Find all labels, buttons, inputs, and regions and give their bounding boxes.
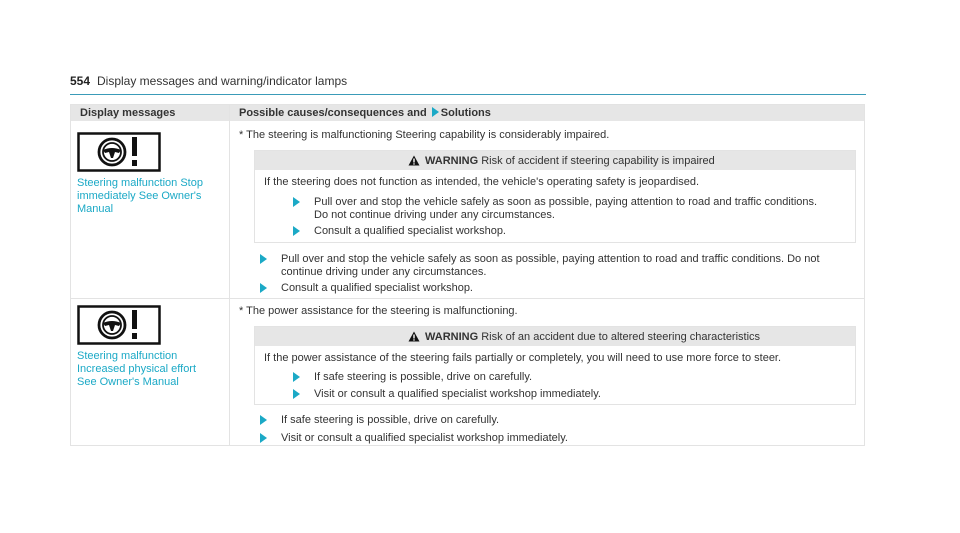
bullet-arrow-icon	[293, 197, 300, 207]
warning-step	[314, 196, 817, 222]
column-header-causes	[239, 107, 491, 119]
row-divider	[71, 298, 864, 299]
warning-header	[255, 327, 855, 346]
message-line: Steering malfunction Stop	[77, 177, 203, 189]
bullet-arrow-icon	[293, 372, 300, 382]
warning-label: WARNING	[425, 155, 479, 167]
row-2-warning-box	[254, 326, 856, 405]
bullet-arrow-icon	[260, 254, 267, 264]
warning-step: Visit or consult a qualified specialist workshop immediately.	[314, 388, 601, 400]
steering-warning-icon	[77, 132, 161, 172]
bullet-arrow-icon	[293, 226, 300, 236]
solution-step: Consult a qualified specialist workshop.	[281, 282, 473, 294]
row-1-warning-box	[254, 150, 856, 243]
solution-step-line: continue driving under any circumstances.	[281, 266, 487, 278]
warning-text: If the power assistance of the steering fails partially or completely, you will need to use more force to steer.	[264, 352, 782, 364]
warning-title-text: Risk of an accident due to altered steering characteristics	[481, 331, 761, 343]
message-line: See Owner's Manual	[77, 376, 179, 388]
warning-title-text: Risk of accident if steering capability is impaired	[481, 155, 715, 167]
page-header	[70, 72, 866, 95]
row-1-cause: * The steering is malfunctioning Steering capability is considerably impaired.	[239, 129, 610, 141]
table-header	[71, 105, 864, 121]
solutions-arrow-icon	[432, 107, 439, 117]
steering-warning-icon	[77, 305, 161, 345]
warning-label: WARNING	[425, 331, 479, 343]
solution-step: Visit or consult a qualified specialist workshop immediately.	[281, 432, 568, 444]
warning-header	[255, 151, 855, 170]
message-line: immediately See Owner's	[77, 190, 202, 202]
warning-step-line: Pull over and stop the vehicle safely as soon as possible, paying attention to road and traffic conditions.	[314, 196, 818, 208]
column-divider	[229, 105, 230, 445]
message-line: Manual	[77, 203, 114, 215]
page-title: Display messages and warning/indicator lamps	[97, 74, 348, 88]
display-messages-table	[70, 104, 865, 446]
message-line: Increased physical effort	[77, 363, 197, 375]
row-1-message	[77, 177, 203, 216]
row-2-message	[77, 350, 196, 389]
row-2-cause: * The power assistance for the steering is malfunctioning.	[239, 305, 518, 317]
solution-step-line: Pull over and stop the vehicle safely as soon as possible, paying attention to road and traffic conditions. Do not	[281, 253, 820, 265]
warning-step: If safe steering is possible, drive on carefully.	[314, 371, 533, 383]
bullet-arrow-icon	[293, 389, 300, 399]
warning-title	[425, 331, 760, 343]
solution-step	[281, 253, 820, 279]
warning-triangle-icon	[408, 155, 420, 166]
column-header-display: Display messages	[80, 107, 176, 119]
solution-step: If safe steering is possible, drive on carefully.	[281, 414, 500, 426]
column-header-solutions-text: Solutions	[440, 107, 491, 119]
warning-text: If the steering does not function as intended, the vehicle's operating safety is jeopardised.	[264, 176, 700, 188]
warning-step-line: Do not continue driving under any circumstances.	[314, 209, 555, 221]
bullet-arrow-icon	[260, 283, 267, 293]
warning-title	[425, 155, 715, 167]
page-number: 554	[70, 74, 91, 88]
message-line: Steering malfunction	[77, 350, 178, 362]
warning-step: Consult a qualified specialist workshop.	[314, 225, 506, 237]
column-header-causes-text: Possible causes/consequences and	[239, 107, 427, 119]
bullet-arrow-icon	[260, 433, 267, 443]
bullet-arrow-icon	[260, 415, 267, 425]
warning-triangle-icon	[408, 331, 420, 342]
